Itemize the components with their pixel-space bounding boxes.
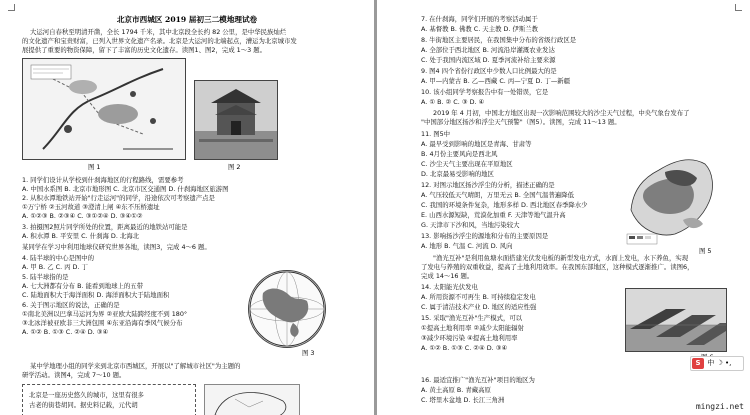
- q11-option-a: A. 最早受到影响的地区是青海、甘肃等: [421, 140, 532, 148]
- intro-3-line-2: 研学活动。读图4，完成 7～10 题。: [22, 371, 126, 379]
- figure-3-caption: 图 3: [302, 349, 315, 357]
- intro-2-line-3: 完成 14～16 题。: [421, 272, 474, 280]
- figure-6-photo: [625, 288, 727, 352]
- q6-options: A. ①② B. ①③ C. ②④ D. ③④: [22, 328, 109, 336]
- input-method-toolbar[interactable]: [690, 356, 744, 371]
- q4-options: A. 甲 B. 乙 C. 丙 D. 丁: [22, 263, 88, 271]
- q11-option-b: B. 4月份主要风向是西北风: [421, 150, 498, 158]
- q4-stem: 4. 陆半球的中心是图中的: [22, 254, 95, 262]
- figure-2-caption: 图 2: [228, 163, 241, 171]
- q12-line-3: E. 山西水源短缺，荒漠化加重 F. 天津等地气温升高: [421, 211, 566, 219]
- q7-options: A. 基督教 B. 佛教 C. 天主教 D. 伊斯兰教: [421, 25, 539, 33]
- figure-3-globe: [248, 270, 326, 348]
- intro-line-1: 大运河自春秋至明清开凿，全长 1794 千米，其中北京段全长约 82 公里，是中华民族灿烂: [30, 28, 287, 36]
- q2-items: ①万宁桥 ②玉河故道 ③澄清上闸 ④东不压桥遗址: [22, 203, 160, 211]
- reading-box: [22, 384, 196, 415]
- q9-options: A. 甲—内蒙古 B. 乙—西藏 C. 丙—宁夏 D. 丁—新疆: [421, 77, 571, 85]
- q10-options: A. ① B. ② C. ③ D. ④: [421, 98, 485, 106]
- q1-options: A. 中国水系图 B. 北京市地形图 C. 北京市区交通图 D. 什刹海地区旅游图: [22, 185, 229, 193]
- q5-option-cd: C. 陆地面积大于海洋面积 D. 海洋面积大于陆地面积: [22, 291, 170, 299]
- q6-item-12: ①南北美洲以巴拿马运河为界 ②亚欧大陆跨经度不到 180°: [22, 310, 188, 318]
- ime-language-label[interactable]: 中: [707, 359, 715, 367]
- intro-3-line-1: 某中学地理小组的同学来到北京市西城区，开展以"了解城市社区"为主题的: [30, 362, 241, 370]
- q9-stem: 9. 图4 四个省份行政区中少数人口比例最大的是: [421, 67, 557, 75]
- q14-stem: 14. 太阳能光伏发电: [421, 283, 478, 291]
- q16-option-ab: A. 黄土高原 B. 青藏高原: [421, 386, 491, 394]
- left-page: [0, 0, 374, 415]
- figure-5-caption: 图 5: [699, 247, 712, 255]
- q15-options: A. ①② B. ①③ C. ②④ D. ③④: [421, 344, 508, 352]
- q3-stem: 3. 拍摄图2照片同学所处的位置，距离最近的地铁站可能是: [22, 223, 188, 231]
- intro-2-line-2: 了发电与养殖的双重收益，提高了土地利用效率。在我国东部地区，这种模式逐渐推广。读图6，: [421, 263, 694, 271]
- intro-line-2: "中国部分地区扬沙和浮尘天气预警"（图5）。读图，完成 11～13 题。: [421, 118, 621, 126]
- solar-panels-svg: [626, 289, 726, 351]
- q2-stem: 2. 从积水潭地铁站开始"行走运河"的同学，沿途依次可考察遗产点是: [22, 194, 215, 202]
- q6-item-34: ③北冰洋被亚欧非三大洲包围 ④东亚沿海有季风气候分布: [22, 319, 183, 327]
- q11-option-c: C. 沙尘天气主要出现在平原地区: [421, 160, 513, 168]
- q3-options: A. 积水潭 B. 平安里 C. 什刹海 D. 北海北: [22, 232, 140, 240]
- sogou-logo-icon: S: [692, 358, 704, 369]
- q6-stem: 6. 关于图示地区的说法，正确的是: [22, 301, 120, 309]
- q10-stem: 10. 该小组同学考察报告中有一处错误，它是: [421, 88, 549, 96]
- q8-option-cd: C. 处于我国内流区域 D. 夏季河流补给主要来源: [421, 56, 556, 64]
- q12-line-1: A. 气压较低天气晴朗，万里无云 B. 全国气温普遍降低: [421, 191, 575, 199]
- intro-line-1: 2019 年 4 月初，中国北方地区出现一次影响范围较大的沙尘天气过程，中央气象台发布了: [433, 109, 690, 117]
- tower-photo-svg: [195, 81, 277, 159]
- q15-stem: 15. 采取"渔光互补"生产模式，可以: [421, 314, 523, 322]
- q12-line-4: G. 天津市下沙和风，当地污染较大: [421, 221, 520, 229]
- punctuation-icon[interactable]: •,: [724, 359, 732, 367]
- right-page: [377, 0, 750, 415]
- china-map-svg: [205, 385, 299, 415]
- q13-options: A. 地形 B. 气温 C. 河流 D. 风向: [421, 242, 513, 250]
- reading-box-line-2: 古老的街巷胡同。据史料记载，元代胡: [29, 401, 138, 409]
- page-corner-mark: [8, 4, 15, 11]
- figure-1-caption: 图 1: [88, 163, 101, 171]
- dust-map-svg: [625, 150, 719, 246]
- figure-4-map: [204, 384, 300, 415]
- q7-stem: 7. 在什刹海，同学们开展的考察活动属于: [421, 15, 538, 23]
- q11-option-d: D. 北京最易受影响的地区: [421, 170, 494, 178]
- figure-5-map: [625, 150, 719, 246]
- figure-1-map: [22, 58, 186, 160]
- q13-stem: 13. 影响扬沙浮尘的源地和分布的主要原因是: [421, 232, 549, 240]
- q16-option-cd: C. 塔里木盆地 D. 长江三角洲: [421, 396, 505, 404]
- q12-stem: 12. 对图示地区扬沙浮尘的分析，描述正确的是: [421, 181, 555, 189]
- q12-line-2: C. 我国的环境条件复杂，地形多样 D. 西北地区春季降水少: [421, 201, 588, 209]
- intro-line-2: 的文化遗产和宝贵财富，已列入世界文化遗产名录。北京是大运河的北端起点，漕运为北京城市发: [22, 37, 297, 45]
- canal-map-svg: [23, 59, 185, 159]
- q15-item-12: ①提高土地利用率 ②减少太阳能辐射: [421, 324, 524, 332]
- intro-2-line-1: "渔光互补"是利用鱼塘水面搭建光伏发电板的新型发电方式，水面上发电，水下养鱼，实现: [433, 254, 689, 262]
- exam-title: 北京市西城区 2019 届初三二模地理试卷: [116, 15, 258, 24]
- q5-stem: 5. 陆半球指的是: [22, 273, 69, 281]
- q1-stem: 1. 同学们设计从学校到什刹海地区的行程路线，需要参考: [22, 176, 184, 184]
- q8-option-ab: A. 全部位于西北地区 B. 河流沿岸灌溉农业发达: [421, 46, 555, 54]
- q2-options: A. ①②③ B. ②③④ C. ③①②④ D. ③④①②: [22, 212, 143, 220]
- page-corner-mark: [735, 4, 742, 11]
- reading-box-line-1: 北京是一座历史悠久的城市，这里有很多: [29, 391, 145, 399]
- figure-2-photo: [194, 80, 278, 160]
- globe-svg: [249, 271, 325, 347]
- intro-line-3: 展提供了重要的物资保障，留下了丰富的历史文化遗存。读图1、图2，完成 1～3 题。: [22, 46, 266, 54]
- intro-2: 某同学在学习中利用地球仪研究世界各地，读图3，完成 4～6 题。: [22, 243, 211, 251]
- q5-option-ab: A. 七大洲都有分布 B. 能看到地球上的五带: [22, 282, 144, 290]
- moon-icon[interactable]: ☽: [716, 359, 723, 367]
- q14-option-cd: C. 属于清洁技术产业 D. 地区的适应性强: [421, 303, 537, 311]
- q11-stem: 11. 图5中: [421, 130, 451, 138]
- q14-option-ab: A. 所用资源不可再生 B. 可持续稳定发电: [421, 293, 536, 301]
- watermark: mingzi.net: [695, 402, 744, 411]
- q8-stem: 8. 牛街地区主要居民，在我国集中分布的省级行政区是: [421, 36, 577, 44]
- q15-item-34: ③减少环境污染 ④提高土地利用率: [421, 334, 518, 342]
- q16-stem: 16. 最适宜推广"渔光互补"项目的地区为: [421, 376, 535, 384]
